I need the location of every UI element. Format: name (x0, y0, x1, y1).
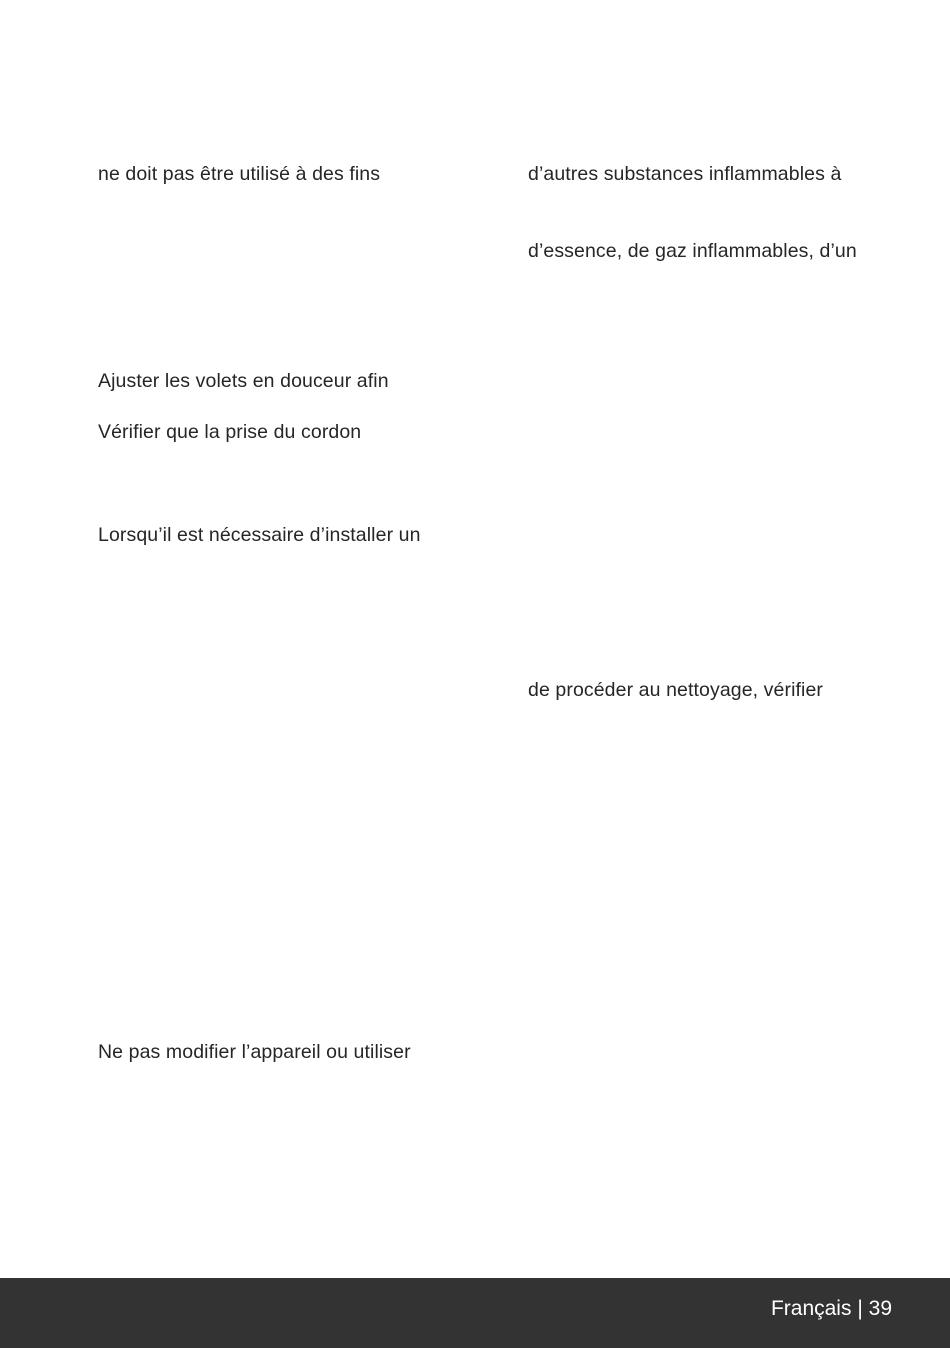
footer-separator: | (857, 1297, 863, 1320)
text-line: de procéder au nettoyage, vérifier (528, 679, 823, 701)
text-line: d’essence, de gaz inflammables, d’un (528, 240, 857, 262)
text-line: Lorsqu’il est nécessaire d’installer un (98, 524, 421, 546)
page-footer (0, 1278, 950, 1348)
text-line: ne doit pas être utilisé à des fins (98, 163, 381, 185)
text-line: Vérifier que la prise du cordon (98, 421, 362, 443)
page-number: 39 (868, 1297, 892, 1320)
text-line: Ajuster les volets en douceur afin (98, 370, 389, 392)
text-line: Ne pas modifier l’appareil ou utiliser (98, 1041, 411, 1063)
text-line: d’autres substances inflammables à (528, 163, 842, 185)
footer-language: Français (770, 1297, 852, 1320)
page-footer-label (771, 1296, 892, 1322)
